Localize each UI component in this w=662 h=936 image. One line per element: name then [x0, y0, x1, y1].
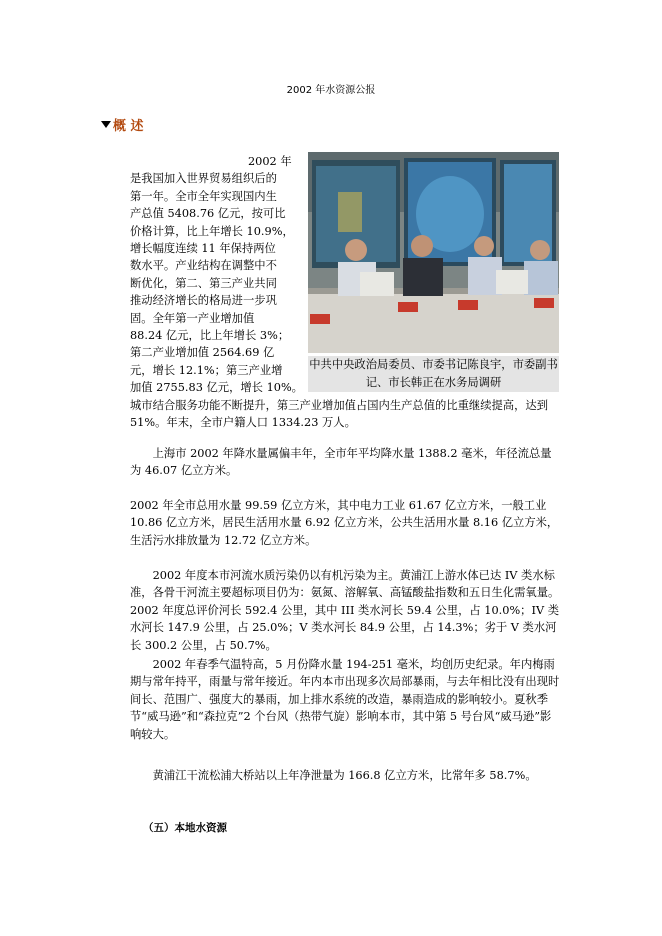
overview-line: 2002 年 — [248, 155, 292, 168]
water-quality-paragraph — [130, 567, 560, 654]
meeting-photo-illustration — [308, 152, 559, 353]
rainfall-paragraph — [130, 445, 560, 480]
overview-line: 增长幅度连续 11 年保持两位 — [130, 242, 276, 256]
document-title: 2002 年水资源公报 — [286, 85, 376, 96]
overview-line: 第二产业增加值 2564.69 亿 — [130, 346, 275, 360]
subsection-heading: （五）本地水资源 — [143, 822, 227, 834]
overview-line: 断优化，第二、第三产业共同 — [130, 276, 277, 290]
water-use-text: 2002 年全市总用水量 99.59 亿立方米，其中电力工业 61.67 亿立方米，一般工业 10.86 亿立方米，居民生活用水量 6.92 亿立方米，公共生活用水量 8.16 亿立方米，生活污水排放量为 12.72 亿立方米。 — [130, 499, 559, 547]
overview-line: 推动经济增长的格局进一步巩 — [130, 294, 277, 308]
overview-line: 88.24 亿元，比上年增长 3%； — [130, 329, 290, 343]
overview-line: 产总值 5408.76 亿元，按可比 — [130, 207, 286, 221]
climate-text: 2002 年春季气温特高，5 月份降水量 194-251 毫米，均创历史纪录。年内梅雨期与常年持平，雨量与常年接近。年内本市出现多次局部暴雨，与去年相比没有出现时间长、范围广、强度大的暴雨，加上排水系统的改造，暴雨造成的影响较小。夏秋季节“威马逊”和“森拉克”2 个台风（热带气旋）影响本市，其中第 5 号台风“威马逊”影响较大。 — [130, 658, 560, 741]
rainfall-text: 上海市 2002 年降水量属偏丰年，全市年平均降水量 1388.2 毫米，年径流总量为 46.07 亿立方米。 — [130, 447, 552, 478]
overview-line: 元，增长 12.1%；第三产业增 — [130, 363, 283, 377]
meeting-photo — [308, 152, 559, 353]
section-heading[interactable] — [101, 115, 144, 134]
overview-continuation-text: 城市结合服务功能不断提升，第三产业增加值占国内生产总值的比重继续提高，达到 51%。年末，全市户籍人口 1334.23 万人。 — [130, 399, 548, 430]
climate-paragraph — [130, 656, 560, 743]
overview-line: 价格计算，比上年增长 10.9%， — [130, 224, 294, 238]
overview-line: 是我国加入世界贸易组织后的 — [130, 172, 277, 186]
overview-column — [130, 153, 308, 397]
overview-line: 固。全年第一产业增加值 — [130, 311, 255, 325]
photo-caption: 中共中央政治局委员、市委书记陈良宇，市委副书记、市长韩正在水务局调研 — [308, 356, 559, 392]
river-flow-text: 黄浦江干流松浦大桥站以上年净泄量为 166.8 亿立方米，比常年多 58.7%。 — [152, 769, 537, 782]
river-flow-paragraph — [130, 767, 560, 784]
overview-line: 第一年。全市全年实现国内生 — [130, 189, 277, 203]
overview-continuation — [130, 397, 560, 432]
water-quality-text: 2002 年度本市河流水质污染仍以有机污染为主。黄浦江上游水体已达 IV 类水标准，各骨干河流主要超标项目仍为：氨氮、溶解氧、高锰酸盐指数和五日生化需氧量。2002 年度总评价河长 592.4 公里，其中 III 类水河长 59.4 公里，占 10.0%；IV 类水河长 147.9 公里，占 25.0%；V 类水河长 84.9 公里，占 14.3%；劣于 V 类水河长 300.2 公里，占 50.7%。 — [130, 569, 560, 652]
water-use-paragraph — [130, 497, 560, 549]
overview-line: 加值 2755.83 亿元，增长 10%。 — [130, 381, 303, 395]
overview-line: 数水平。产业结构在调整中不 — [130, 259, 277, 273]
section-heading-label: 概 述 — [113, 119, 144, 134]
collapse-triangle-icon[interactable] — [101, 121, 111, 128]
